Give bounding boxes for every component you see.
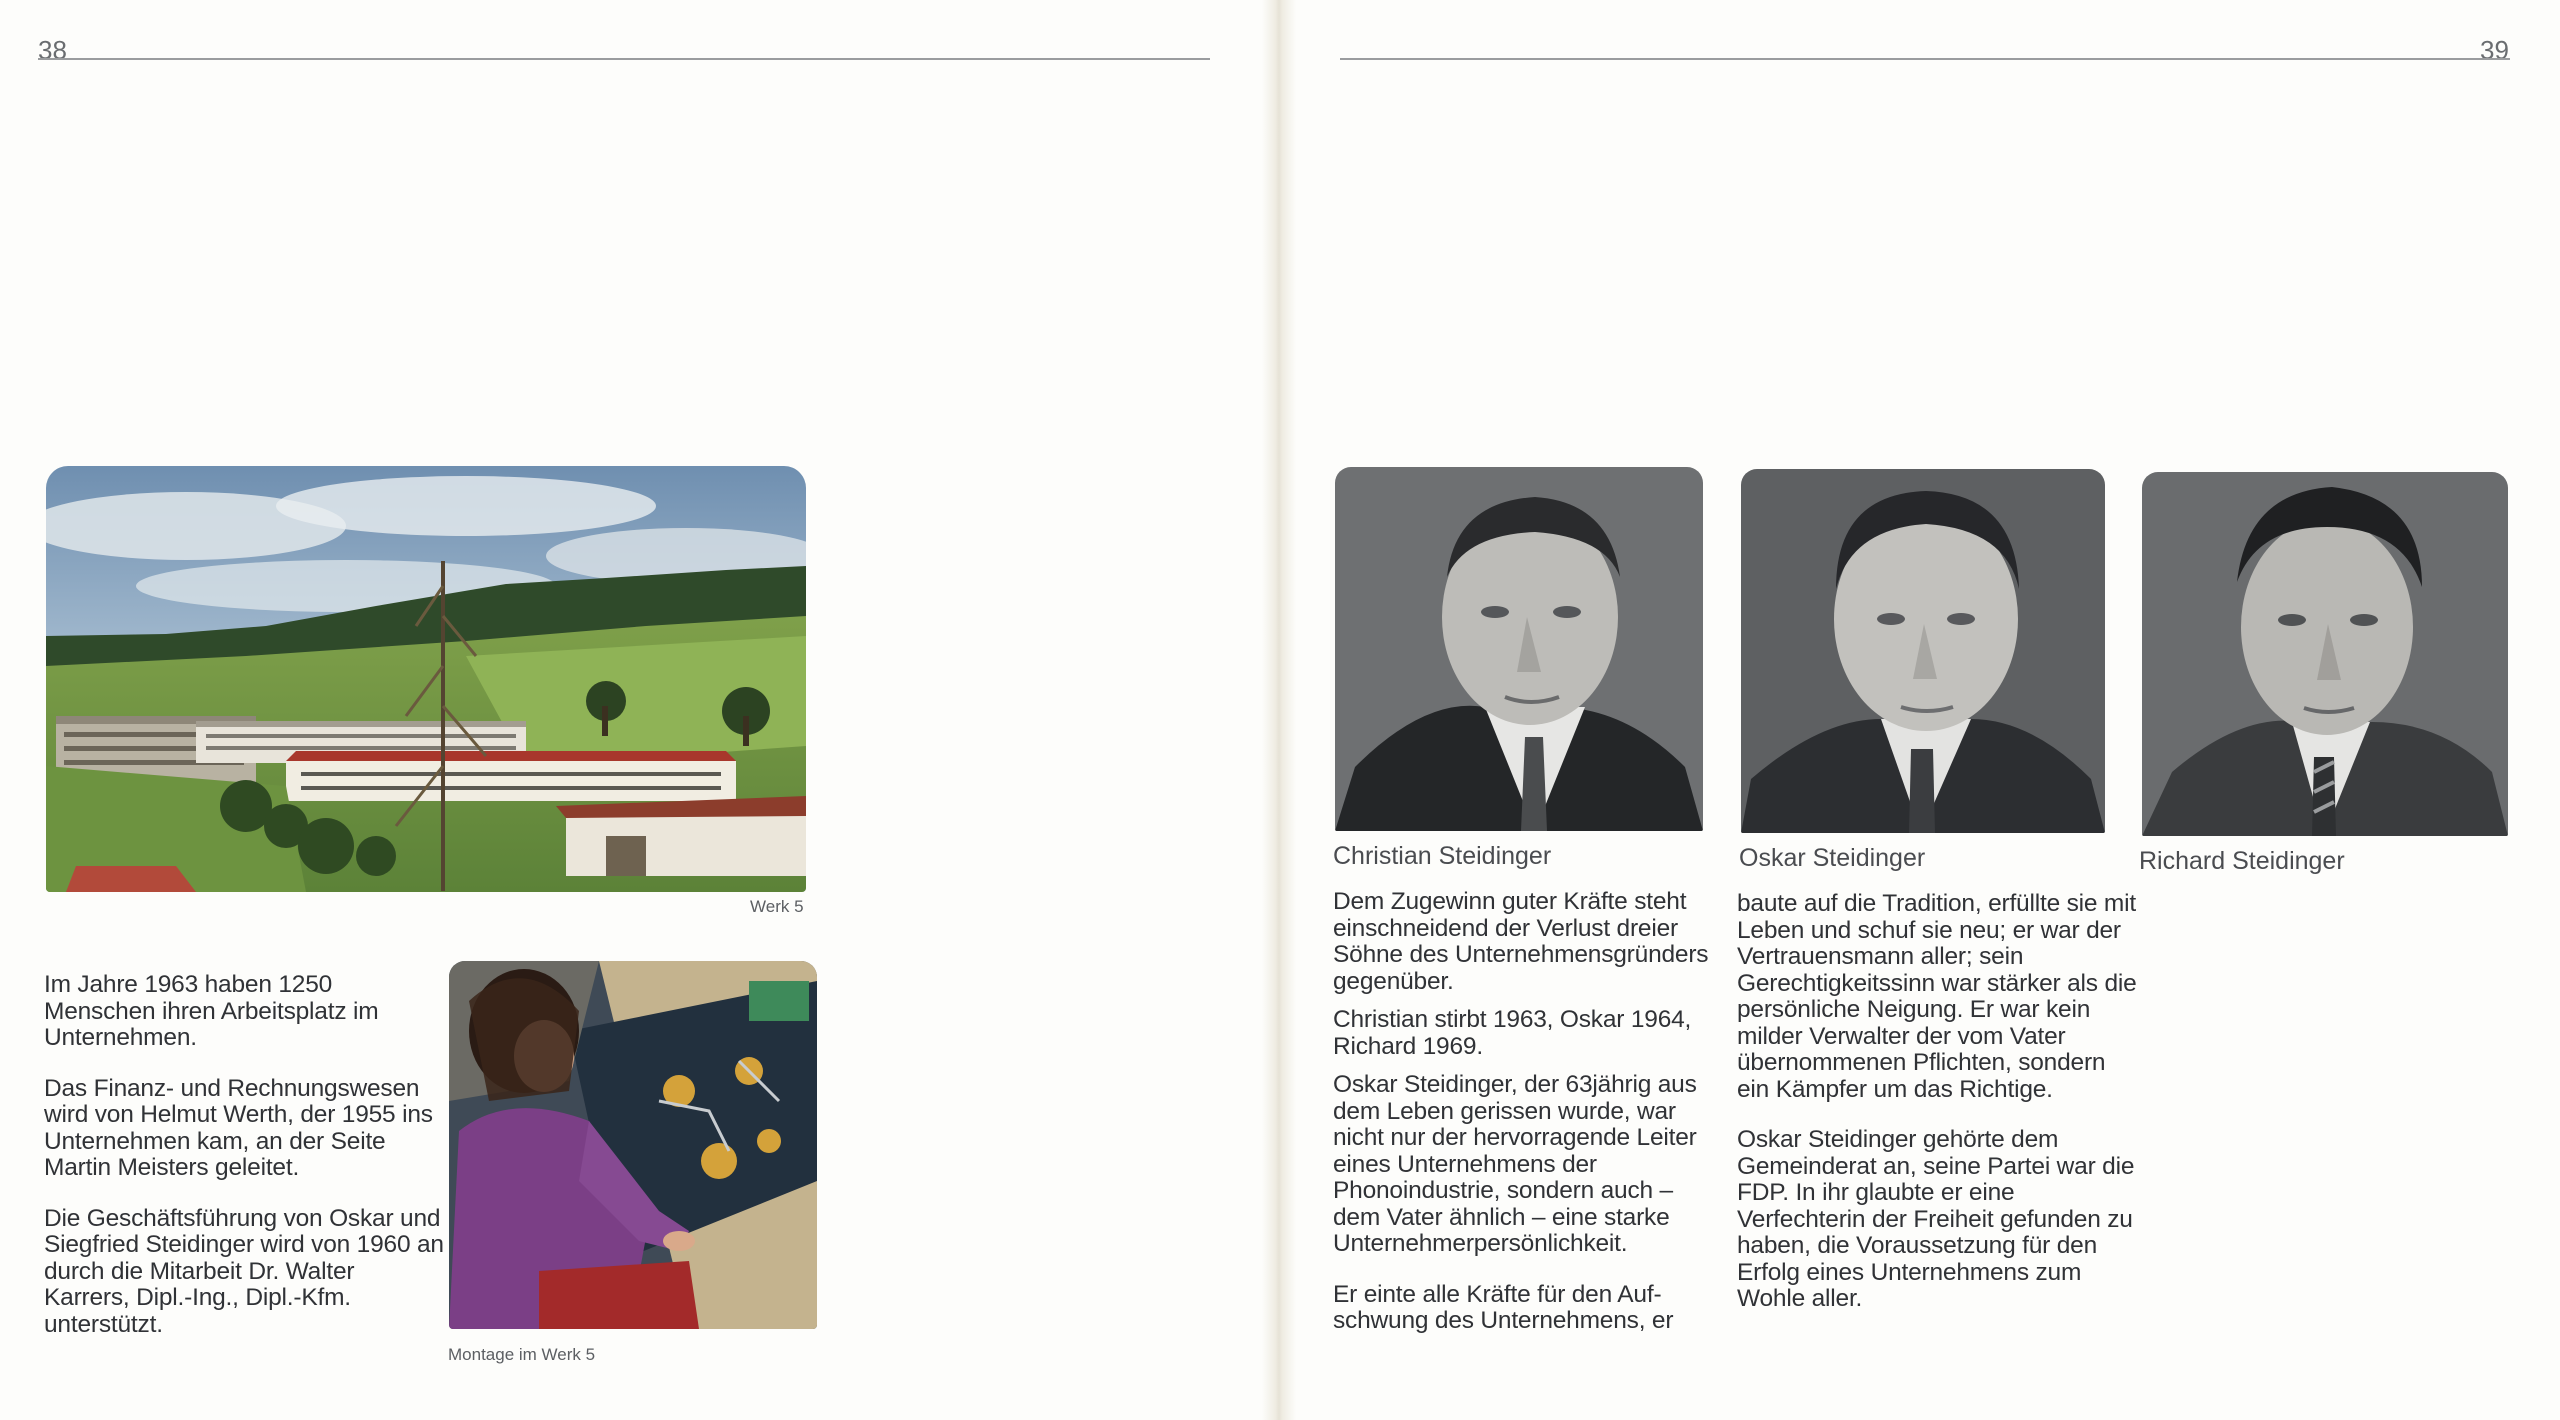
left-text-block	[44, 972, 444, 1362]
right-paragraph: Er einte alle Kräfte für den Aufschwung des Unternehmens, er	[1333, 1280, 1674, 1334]
right-paragraph: Dem Zugewinn guter Kräfte steht einschneidend der Verlust dreier Söhne des Unternehmensgründers gegenüber.	[1333, 888, 1709, 995]
right-text-column-1	[1333, 889, 1711, 1359]
right-paragraph: Oskar Steidinger gehörte dem Gemeinderat an, seine Partei war die FDP. In ihr glaubte er eine Verfechterin der Freiheit gefunden zu haben, die Voraussetzung für den Erfolg eines Unternehmens zum Wohle aller.	[1737, 1126, 2135, 1312]
page-number-left: 38	[38, 35, 67, 65]
page-number-right: 39	[2480, 35, 2509, 65]
assembly-photo-caption: Montage im Werk 5	[448, 1345, 596, 1364]
left-paragraph: Im Jahre 1963 haben 1250 Menschen ihren Arbeitsplatz im Unternehmen.	[44, 971, 379, 1051]
portrait-oskar-steidinger	[1741, 469, 2105, 833]
header-rule-left	[38, 58, 1210, 60]
right-text-column-2	[1737, 891, 2137, 1337]
assembly-photo	[449, 961, 817, 1329]
left-paragraph: Die Geschäftsführung von Oskar und Siegfried Steidinger wird von 1960 an durch die Mitarbeit Dr. Walter Karrers, Dipl.-Ing., Dipl.-Kfm. unterstützt.	[44, 1204, 444, 1338]
right-paragraph: Christian stirbt 1963, Oskar 1964, Richard 1969.	[1333, 1006, 1692, 1060]
portrait-caption-christian: Christian Steidinger	[1333, 842, 1552, 870]
header-rule-right	[1340, 58, 2510, 60]
portrait-caption-oskar: Oskar Steidinger	[1739, 844, 1926, 872]
portrait-christian-steidinger	[1335, 467, 1703, 831]
factory-photo-caption: Werk 5	[750, 897, 804, 916]
left-paragraph: Das Finanz- und Rechnungswesen wird von Helmut Werth, der 1955 ins Unternehmen kam, an der Seite Martin Meisters geleitet.	[44, 1074, 433, 1181]
right-paragraph: Oskar Steidinger, der 63jährig aus dem Leben gerissen wurde, war nicht nur der hervorragende Leiter eines Unternehmens der Phonoindustrie, sondern auch – dem Vater ähnlich – eine starke Unternehmerpersönlichkeit.	[1333, 1071, 1697, 1257]
factory-photo	[46, 466, 806, 892]
book-gutter	[1262, 0, 1296, 1420]
right-paragraph: baute auf die Tradition, erfüllte sie mit Leben und schuf sie neu; er war der Vertrauensmann aller; sein Gerechtigkeitssinn war stärker als die persönliche Neigung. Er war kein milder Verwalter der vom Vater übernommenen Pflichten, sondern ein Kämpfer um das Richtige.	[1737, 890, 2137, 1103]
portrait-richard-steidinger	[2142, 472, 2508, 836]
portrait-caption-richard: Richard Steidinger	[2139, 847, 2345, 875]
